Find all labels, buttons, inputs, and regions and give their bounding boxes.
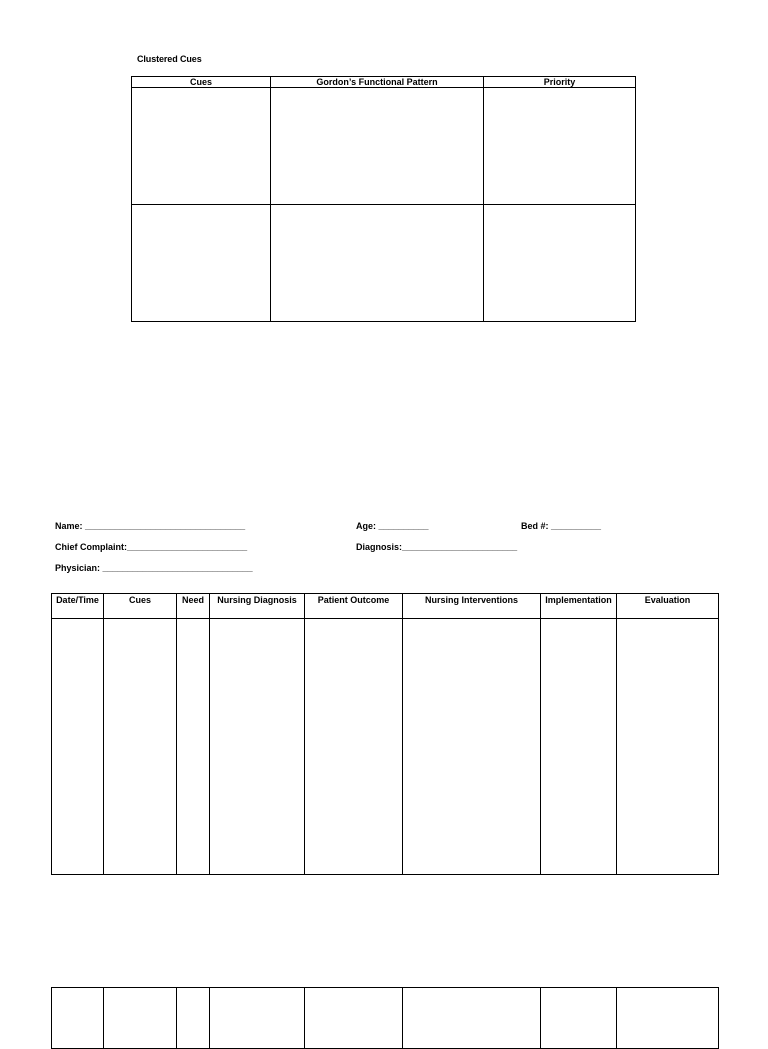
table-cell[interactable] [177,988,210,1049]
table-cell[interactable] [617,988,719,1049]
table-cell[interactable] [541,619,617,875]
table-cell[interactable] [104,619,177,875]
care-plan-table-continued [51,987,719,1049]
column-header-need: Need [177,594,210,619]
column-header-gordons-pattern: Gordon’s Functional Pattern [271,77,484,88]
table-row [52,619,719,875]
table-row [132,88,636,205]
table-cell[interactable] [617,619,719,875]
table-cell[interactable] [132,205,271,322]
age-field[interactable]: Age: __________ [356,521,429,531]
table-cell[interactable] [52,988,104,1049]
clustered-cues-title: Clustered Cues [137,54,202,64]
column-header-patient-outcome: Patient Outcome [305,594,403,619]
table-cell[interactable] [177,619,210,875]
table-cell[interactable] [484,88,636,205]
table-cell[interactable] [305,619,403,875]
care-plan-table [51,593,719,875]
bed-number-field[interactable]: Bed #: __________ [521,521,602,531]
table-header-row [52,594,719,619]
column-header-implementation: Implementation [541,594,617,619]
table-header-row [132,77,636,88]
column-header-date-time: Date/Time [52,594,104,619]
table-cell[interactable] [403,988,541,1049]
table-cell[interactable] [104,988,177,1049]
column-header-evaluation: Evaluation [617,594,719,619]
table-cell[interactable] [484,205,636,322]
table-cell[interactable] [210,988,305,1049]
table-cell[interactable] [271,88,484,205]
table-cell[interactable] [541,988,617,1049]
column-header-priority: Priority [484,77,636,88]
clustered-cues-table [131,76,636,322]
table-cell[interactable] [403,619,541,875]
name-field[interactable]: Name: ________________________________ [55,521,246,531]
table-cell[interactable] [305,988,403,1049]
table-cell[interactable] [210,619,305,875]
table-row [132,205,636,322]
physician-field[interactable]: Physician: ______________________________ [55,563,253,573]
column-header-cues: Cues [132,77,271,88]
table-cell[interactable] [132,88,271,205]
column-header-cues: Cues [104,594,177,619]
table-row [52,988,719,1049]
column-header-nursing-diagnosis: Nursing Diagnosis [210,594,305,619]
column-header-nursing-interventions: Nursing Interventions [403,594,541,619]
table-cell[interactable] [52,619,104,875]
chief-complaint-field[interactable]: Chief Complaint:________________________ [55,542,248,552]
diagnosis-field[interactable]: Diagnosis:_______________________ [356,542,518,552]
table-cell[interactable] [271,205,484,322]
